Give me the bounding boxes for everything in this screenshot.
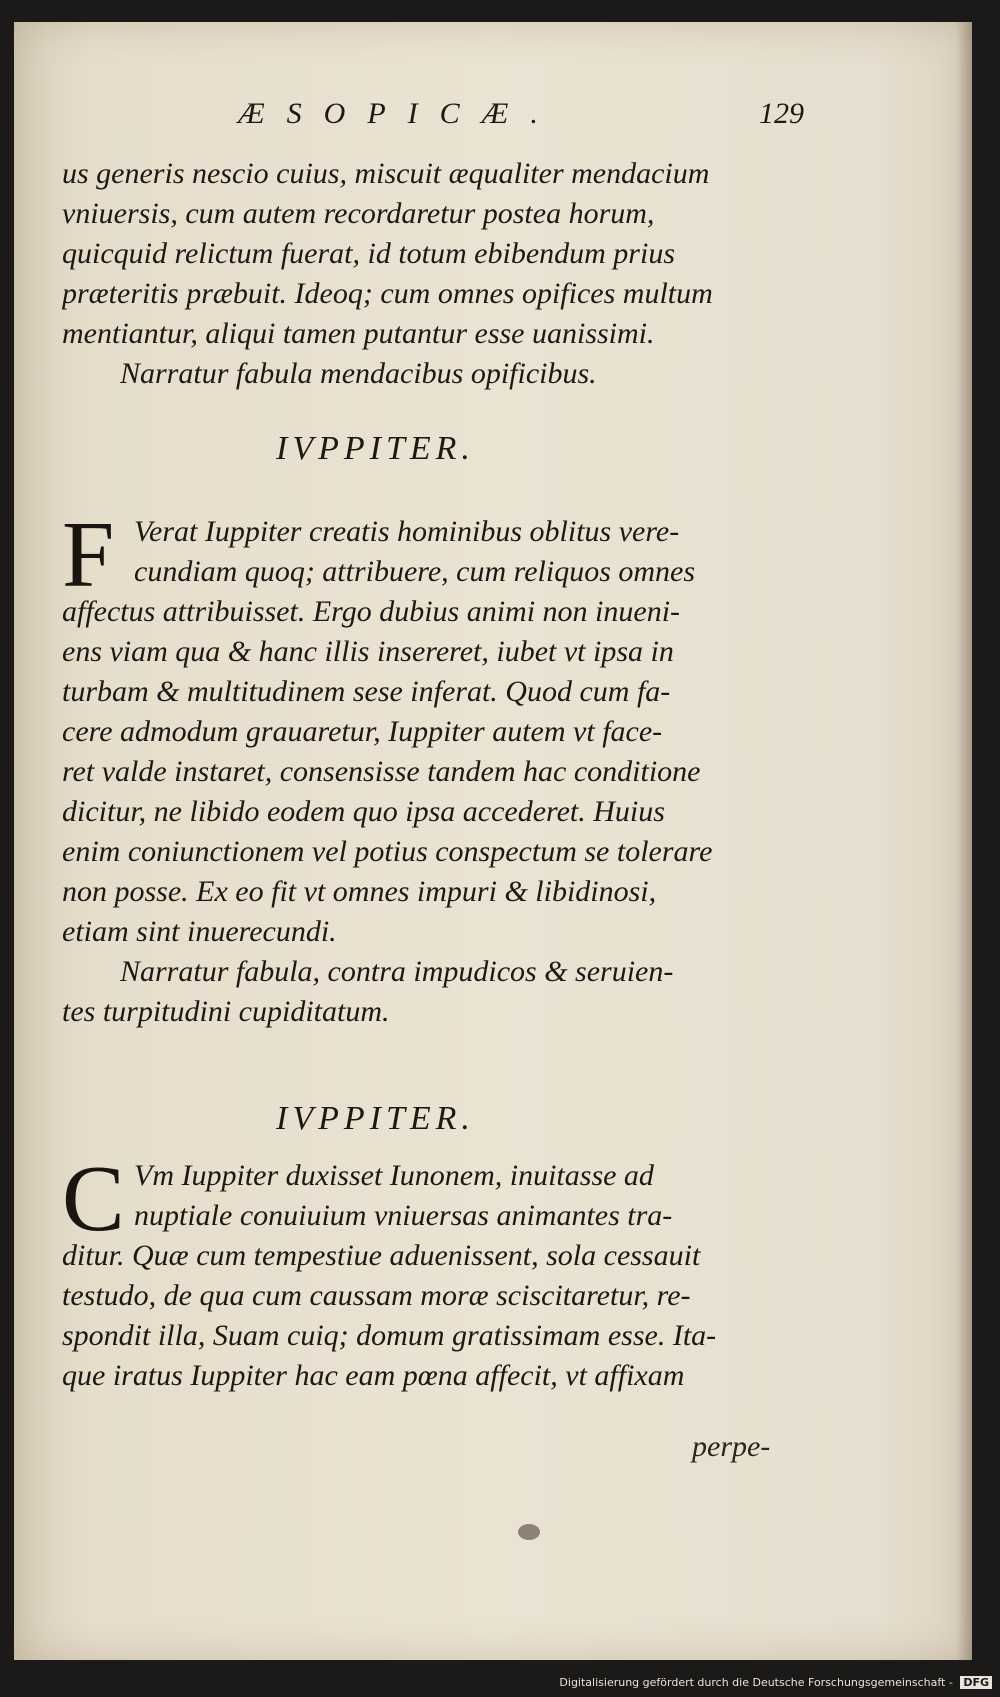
ink-spot (518, 1524, 540, 1540)
catchword: perpe- (692, 1430, 771, 1463)
running-head (62, 97, 802, 137)
fable-heading: IVPPITER. (276, 1100, 475, 1137)
moral-line: Narratur fabula, contra impudicos & seruien- (120, 955, 674, 988)
drop-cap-initial: C (62, 1147, 125, 1251)
moral-line: Narratur fabula mendacibus opificibus. (120, 357, 597, 390)
text-line: quicquid relictum fuerat, id totum ebibendum prius (62, 237, 675, 270)
text-line: ret valde instaret, consensisse tandem hac conditione (62, 755, 701, 788)
text-line: cere admodum grauaretur, Iuppiter autem vt face- (62, 715, 663, 748)
page-number: 129 (759, 97, 804, 130)
text-line: Verat Iuppiter creatis hominibus oblitus vere- (134, 515, 680, 548)
digitization-credit (559, 1676, 992, 1689)
text-line: enim coniunctionem vel potius conspectum se tolerare (62, 835, 713, 868)
fable-heading: IVPPITER. (276, 430, 475, 467)
page-edge-shadow (956, 22, 972, 1660)
drop-cap-initial: F (62, 503, 115, 607)
text-line: ditur. Quæ cum tempestiue aduenissent, sola cessauit (62, 1239, 701, 1272)
text-line: vniuersis, cum autem recordaretur postea horum, (62, 197, 655, 230)
text-line: que iratus Iuppiter hac eam pœna affecit, vt affixam (62, 1359, 685, 1392)
moral-line: tes turpitudini cupiditatum. (62, 995, 390, 1028)
text-line: ens viam qua & hanc illis insereret, iubet vt ipsa in (62, 635, 674, 668)
text-line: nuptiale conuiuium vniuersas animantes tra- (134, 1199, 673, 1232)
text-line: etiam sint inuerecundi. (62, 915, 337, 948)
text-line: dicitur, ne libido eodem quo ipsa accederet. Huius (62, 795, 665, 828)
text-line: mentiantur, aliqui tamen putantur esse uanissimi. (62, 317, 655, 350)
fable-text-verecundia (62, 503, 802, 1032)
text-line: us generis nescio cuius, miscuit æqualiter mendacium (62, 157, 710, 190)
dfg-logo: DFG (960, 1676, 992, 1689)
book-page (14, 22, 972, 1660)
text-line: præteritis præbuit. Ideoq; cum omnes opifices multum (62, 277, 713, 310)
credit-text: Digitalisierung gefördert durch die Deutsche Forschungsgemeinschaft - (559, 1676, 953, 1689)
text-line: affectus attribuisset. Ergo dubius animi non inueni- (62, 595, 681, 628)
running-title: ÆSOPICÆ. (238, 97, 560, 130)
text-line: turbam & multitudinem sese inferat. Quod cum fa- (62, 675, 671, 708)
fable-ending-text (62, 154, 802, 394)
text-line: cundiam quoq; attribuere, cum reliquos omnes (134, 555, 696, 588)
fable-text-testudo (62, 1147, 802, 1396)
text-line: non posse. Ex eo fit vt omnes impuri & libidinosi, (62, 875, 657, 908)
text-line: Vm Iuppiter duxisset Iunonem, inuitasse ad (134, 1159, 654, 1192)
text-line: testudo, de qua cum caussam moræ sciscitaretur, re- (62, 1279, 691, 1312)
text-line: spondit illa, Suam cuiq; domum gratissimam esse. Ita- (62, 1319, 717, 1352)
